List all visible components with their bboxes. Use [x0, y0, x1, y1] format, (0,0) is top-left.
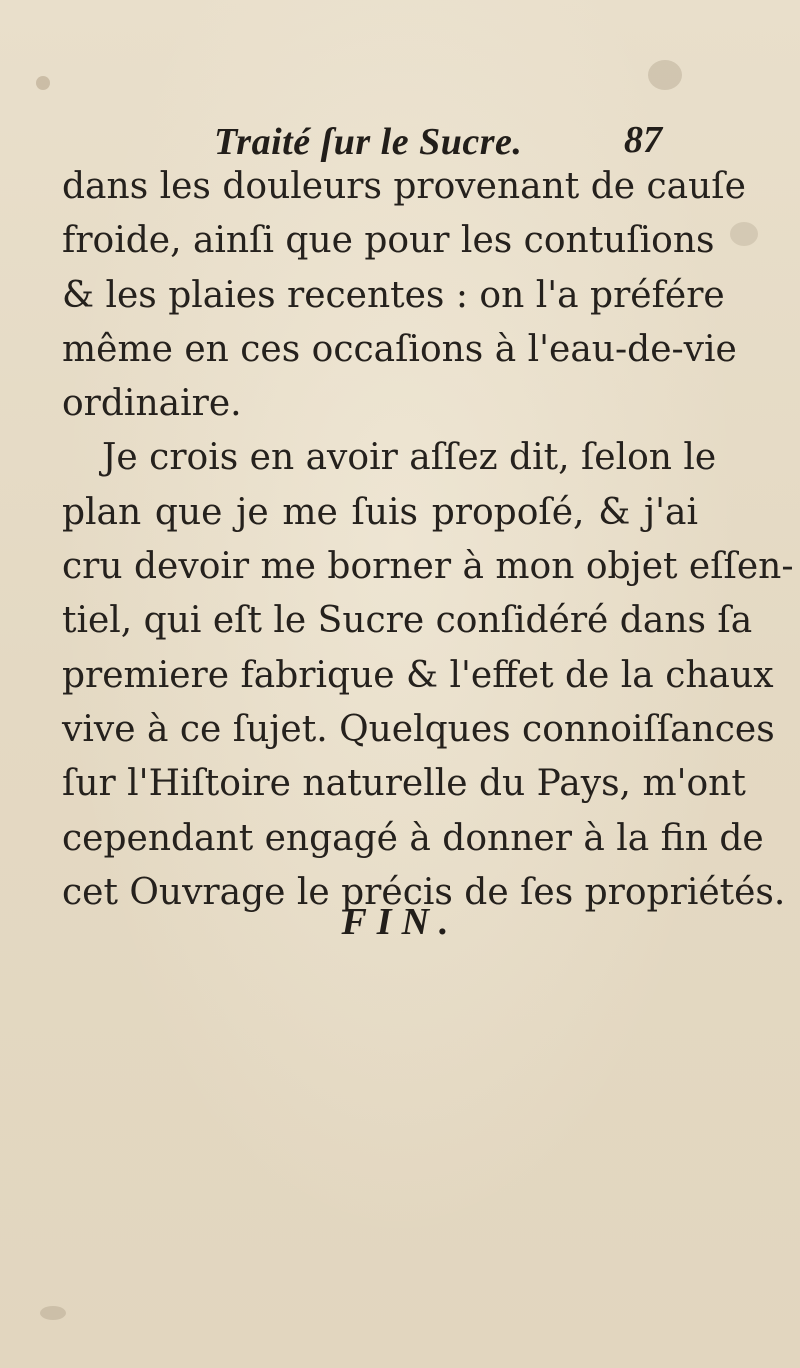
text-line: même en ces occaſions à l'eau-de-vie: [62, 328, 737, 370]
text-line: Je crois en avoir aſſez dit, ſelon le: [102, 437, 717, 479]
foxing-spot: [36, 76, 50, 90]
text-line: ordinaire.: [62, 383, 242, 425]
foxing-spot: [730, 222, 758, 246]
foxing-spot: [40, 1306, 66, 1320]
text-line: cependant engagé à donner à la fin de: [62, 817, 764, 859]
foxing-spot: [648, 60, 682, 90]
text-line: cru devoir me borner à mon objet eſſen-: [62, 546, 794, 588]
text-line: & les plaies recentes : on l'a préfére: [62, 274, 725, 316]
text-line: cet Ouvrage le précis de ſes propriétés.: [62, 871, 786, 913]
text-line: vive à ce ſujet. Quelques connoiſſances: [62, 708, 775, 750]
page-number: 87: [624, 119, 662, 161]
text-line: tiel, qui eſt le Sucre conſidéré dans ſa: [62, 600, 753, 642]
body-text: [62, 160, 794, 920]
text-line: plan que je me ſuis propoſé, & j'ai: [62, 491, 698, 533]
running-title: Traité ſur le Sucre.: [214, 121, 523, 163]
closing-fin: FIN.: [341, 901, 459, 943]
text-line: ſur l'Hiſtoire naturelle du Pays, m'ont: [62, 763, 746, 805]
text-line: dans les douleurs provenant de cauſe: [62, 166, 746, 207]
text-line: froide, ainſi que pour les contuſions: [62, 220, 715, 262]
text-line: premiere fabrique & l'effet de la chaux: [62, 654, 774, 696]
